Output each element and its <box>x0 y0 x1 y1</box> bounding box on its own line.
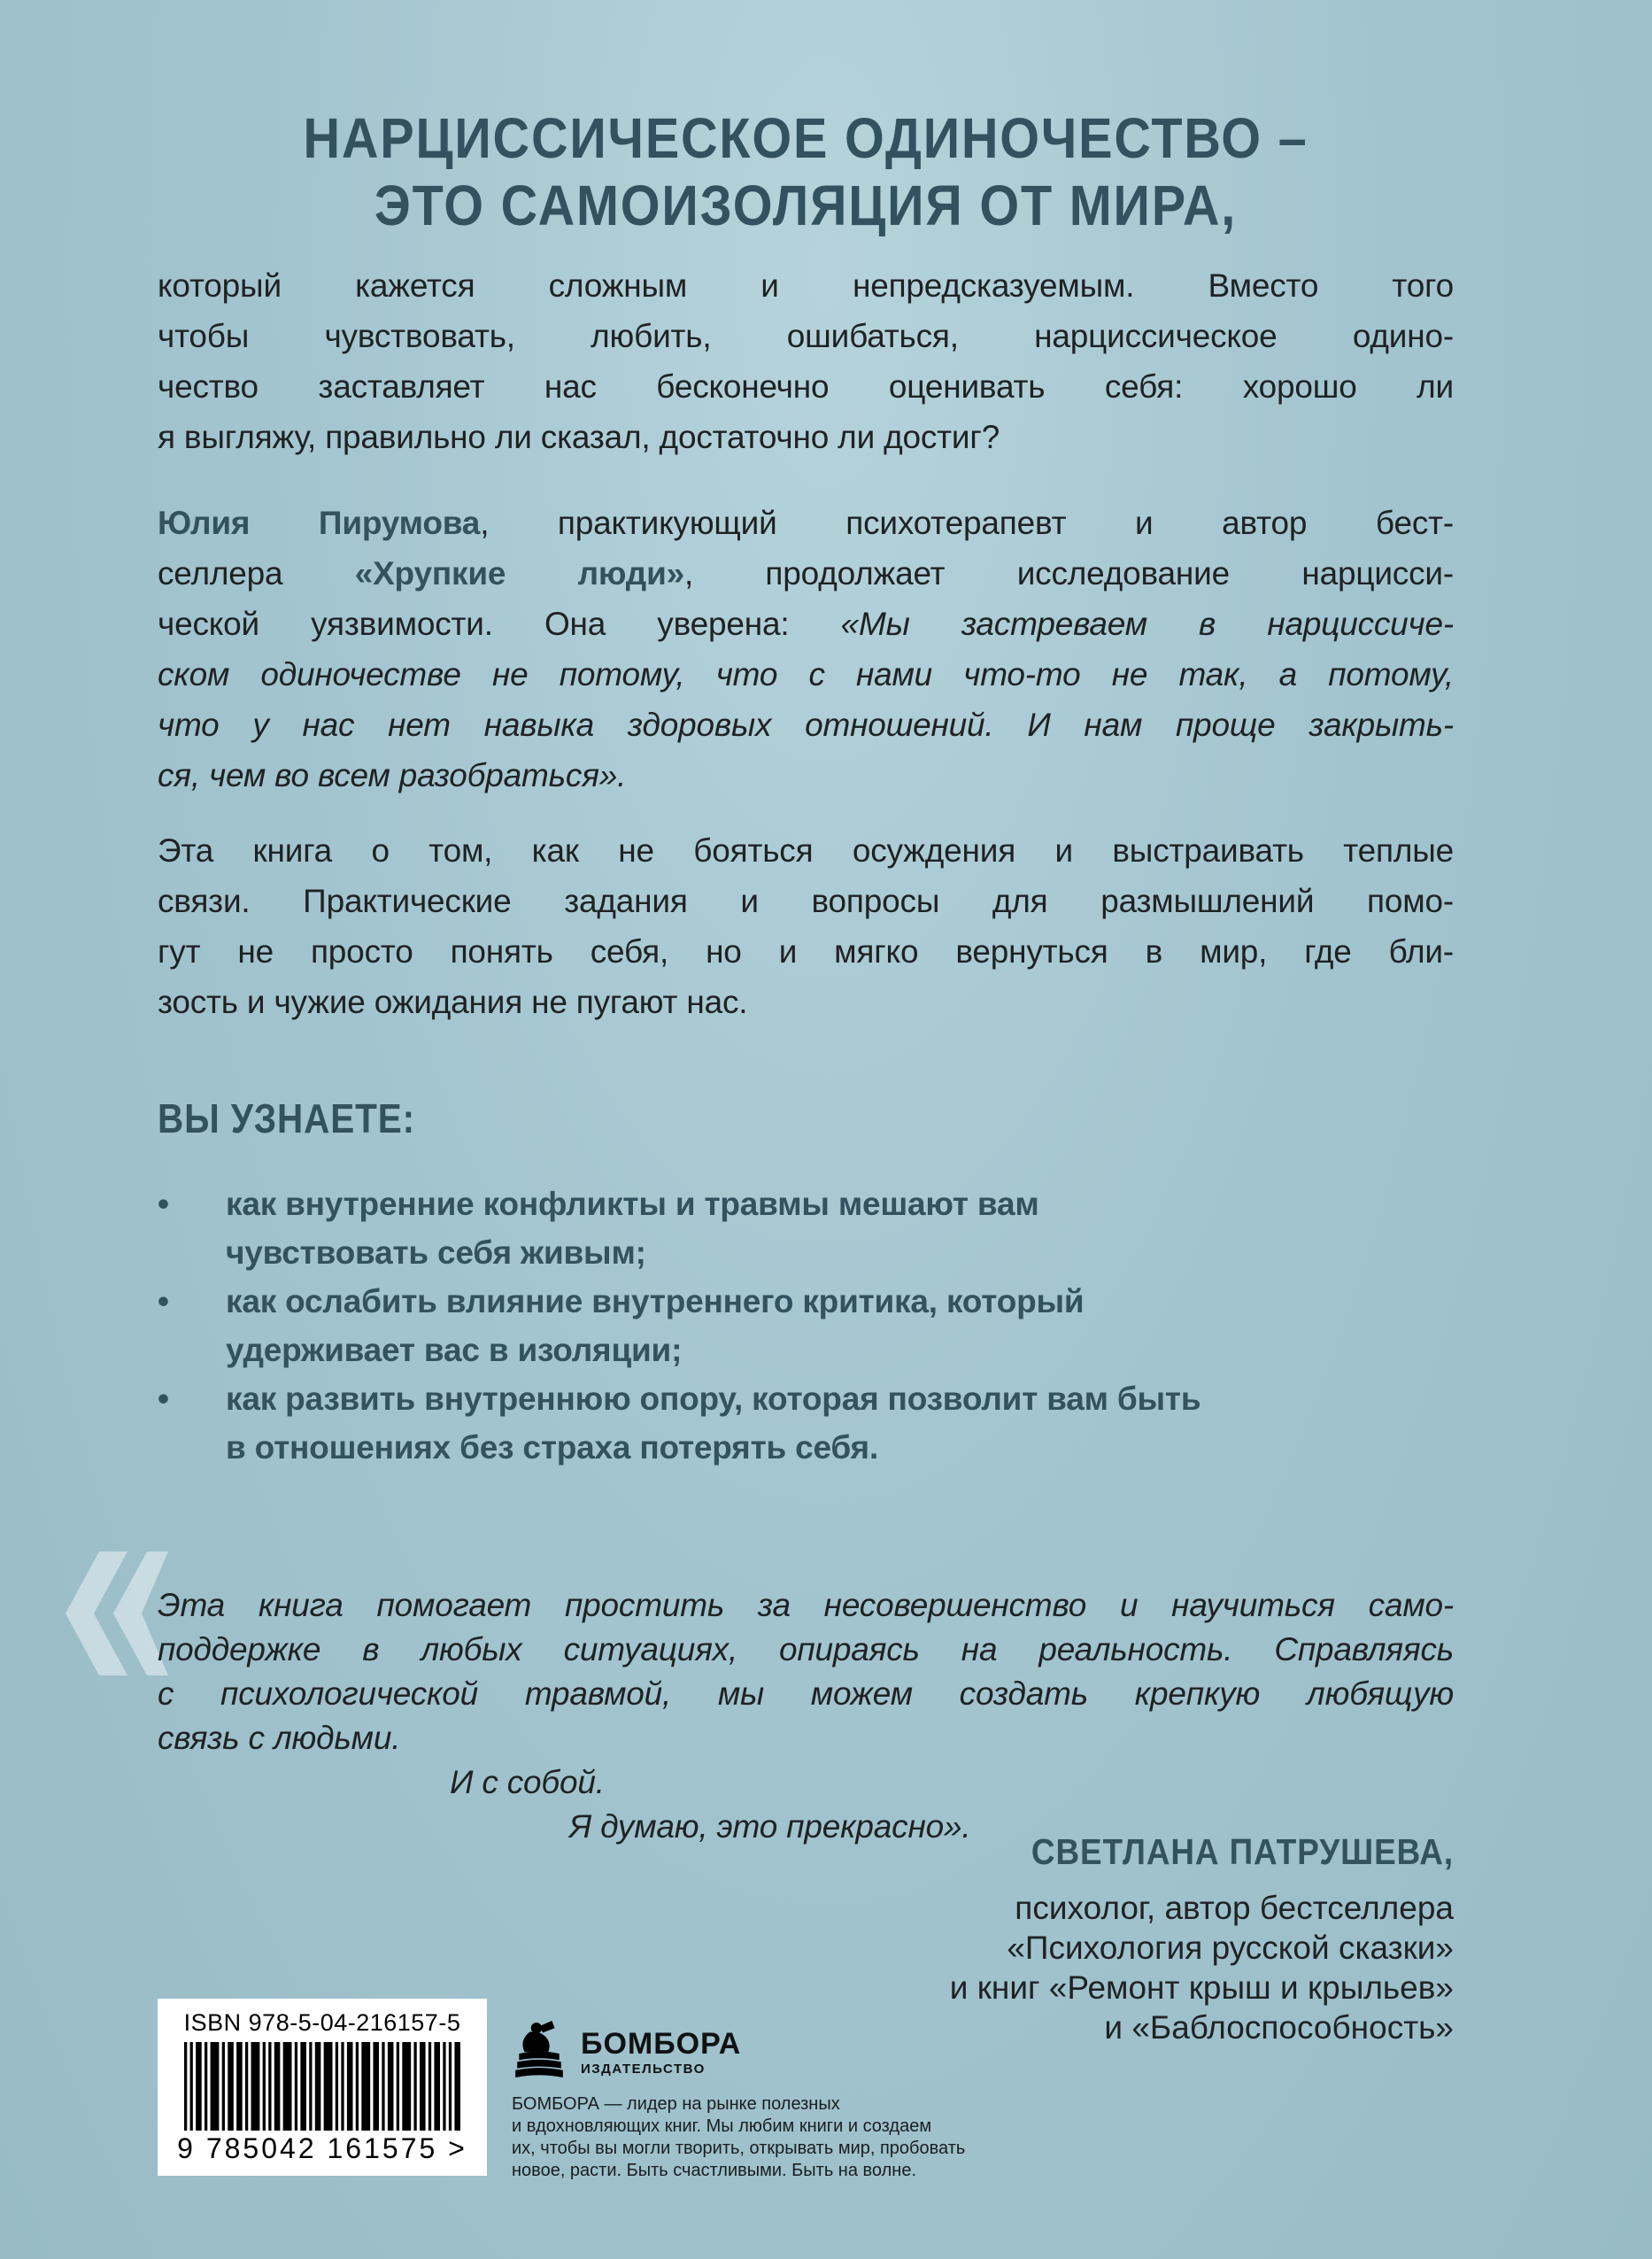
publisher-logo-icon <box>512 2021 567 2079</box>
bullet-text: как ослабить влияние внутреннего критика, который удерживает вас в изоляции; <box>226 1283 1085 1368</box>
barcode <box>184 2042 460 2131</box>
you-will-learn-heading: ВЫ УЗНАЕТЕ: <box>158 1095 416 1141</box>
bullet-dot: • <box>158 1381 169 1417</box>
bullet-item <box>158 1374 1454 1472</box>
book-summary-paragraph: Эта книга о том, как не бояться осуждения и выстраивать теплые связи. Практические задания и вопросы для размышлений помо- гут не просто понять себя, но и мягко вернуться в мир, где бли- зость и чужие ожидания не пугают нас. <box>158 832 1454 1020</box>
quote-line-self: И с собой. <box>450 1764 605 1800</box>
publisher-name: БОМБОРА <box>581 2027 742 2061</box>
bullet-dot: • <box>158 1186 169 1222</box>
tagline-line-1: НАРЦИССИЧЕСКОЕ ОДИНОЧЕСТВО – <box>303 106 1308 170</box>
barcode-number: 9 785042 161575 <box>177 2132 438 2164</box>
quote-attribution-details: психолог, автор бестселлера «Психология русской сказки» и книг «Ремонт крыш и крыльев» и «Баблоспособность» <box>949 1890 1454 2046</box>
isbn-box <box>158 1999 487 2176</box>
bullet-dot: • <box>158 1283 169 1319</box>
tagline-heading <box>222 104 1389 239</box>
pull-quote-lines: Эта книга помогает простить за несовершенство и научиться само- поддержке в любых ситуациях, опираясь на реальность. Справляясь с психологической травмой, мы можем создать крепкую любящую связь с людьми. <box>158 1587 1454 1756</box>
bullet-item <box>158 1180 1454 1277</box>
author-paragraph: Юлия Пирумова, практикующий психотерапевт и автор бест- селлера «Хрупкие люди», продолжает исследование нарцисси- ческой уязвимости. Она уверена: «Мы застреваем в нарциссиче- ском одиночестве не потому, что с нами что-то не так, а потому, что у нас нет навыка здоровых отношений. И нам проще закрыть- ся, чем во всем разобраться». <box>158 505 1455 793</box>
bottom-row <box>158 1994 1454 2198</box>
barcode-digits <box>158 2132 487 2165</box>
cover-content <box>158 0 1454 2259</box>
barcode-arrow: > <box>448 2132 467 2164</box>
pull-quote <box>158 1583 1454 1849</box>
isbn-label: ISBN 978-5-04-216157-5 <box>183 2009 461 2036</box>
bullet-text: как внутренние конфликты и травмы мешают вам чувствовать себя живым; <box>226 1186 1039 1271</box>
publisher-block <box>512 2021 1202 2182</box>
bullet-item <box>158 1277 1454 1374</box>
bullet-text: как развить внутреннюю опору, которая позволит вам быть в отношениях без страха потерять себя. <box>226 1381 1201 1466</box>
intro-paragraph: который кажется сложным и непредсказуемым. Вместо того чтобы чувствовать, любить, ошибаться, нарциссическое одино- чество заставляет нас бесконечно оценивать себя: хорошо ли я выгляжу, правильно ли сказал, достаточно ли достиг? <box>158 267 1454 455</box>
quote-line-final: Я думаю, это прекрасно». <box>569 1808 971 1845</box>
learn-bullet-list <box>158 1180 1454 1472</box>
publisher-blurb: БОМБОРА — лидер на рынке полезных и вдохновляющих книг. Мы любим книги и создаем их, чтобы вы могли творить, открывать мир, пробовать новое, расти. Быть счастливыми. Быть на волне. <box>512 2094 966 2180</box>
publisher-name-block <box>581 2021 741 2077</box>
publisher-subtitle: ИЗДАТЕЛЬСТВО <box>581 2062 706 2077</box>
pull-quote-mark-icon <box>58 1551 168 1675</box>
quote-attribution-name: СВЕТЛАНА ПАТРУШЕВА, <box>1031 1831 1454 1872</box>
publisher-logo <box>512 2021 1202 2079</box>
tagline-line-2: ЭТО САМОИЗОЛЯЦИЯ ОТ МИРА, <box>374 174 1238 237</box>
